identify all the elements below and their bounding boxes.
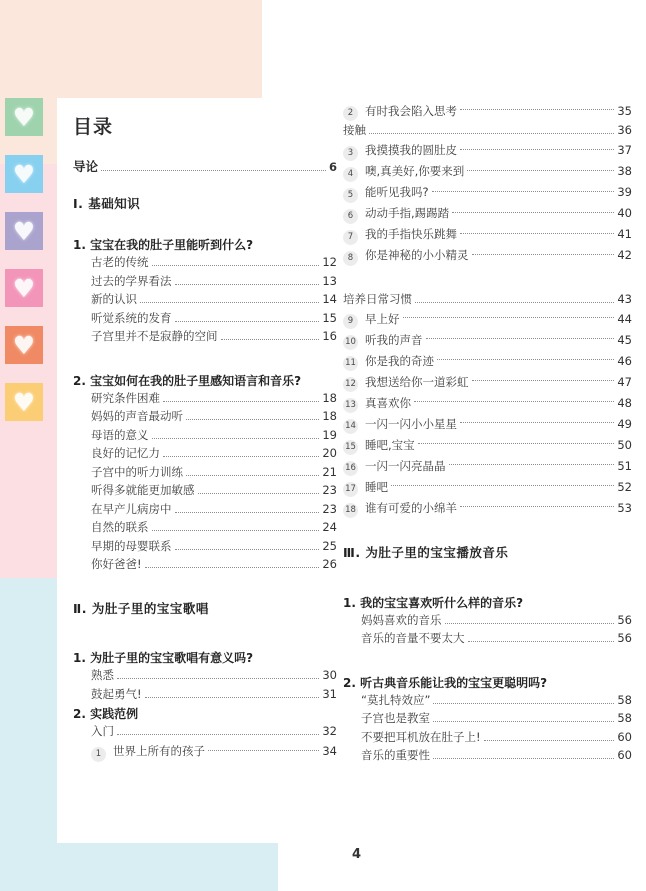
- toc-entry-label: 入门: [91, 724, 114, 738]
- toc-page-number: 25: [322, 538, 337, 553]
- dot-leader: [484, 740, 615, 741]
- dot-leader: [452, 212, 614, 213]
- dot-leader: [391, 485, 614, 486]
- toc-entry-label: Ⅲ. 为肚子里的宝宝播放音乐: [343, 545, 509, 560]
- toc-entry[interactable]: [361, 750, 632, 763]
- spacer: [337, 516, 632, 540]
- heart-green-tile: [5, 98, 43, 136]
- spacer: [67, 175, 337, 191]
- toc-page-number: 13: [322, 273, 337, 288]
- toc-entry[interactable]: [343, 207, 632, 222]
- toc-item-number-badge: 5: [343, 188, 358, 203]
- dot-leader: [460, 506, 614, 507]
- toc-item-number-badge: 16: [343, 461, 358, 476]
- spacer: [337, 646, 632, 670]
- toc-item-number-badge: 6: [343, 209, 358, 224]
- toc-page-number: 12: [322, 255, 337, 269]
- toc-entry-label: 2. 听古典音乐能让我的宝宝更聪明吗?: [343, 675, 548, 690]
- toc-page-number: 56: [617, 612, 632, 627]
- dot-leader: [175, 512, 320, 513]
- toc-entry[interactable]: [343, 186, 632, 201]
- dot-leader: [163, 456, 319, 457]
- toc-page-number: 43: [617, 291, 632, 306]
- toc-page-number: 14: [322, 292, 337, 306]
- toc-entry[interactable]: [91, 464, 337, 480]
- toc-entry-label: 妈妈的声音最动听: [91, 409, 183, 423]
- spacer: [337, 566, 632, 590]
- toc-item-number-badge: 4: [343, 167, 358, 182]
- toc-page-number: 53: [617, 500, 632, 515]
- heart-orange-tile: [5, 326, 43, 364]
- dot-leader: [163, 401, 319, 402]
- toc-entry[interactable]: [91, 485, 337, 498]
- toc-page-number: 42: [617, 248, 632, 263]
- dot-leader: [433, 703, 614, 704]
- toc-item-number-badge: 2: [343, 106, 358, 121]
- toc-page-number: 60: [617, 729, 632, 744]
- toc-page-number: 46: [617, 353, 632, 368]
- toc-entry-label: 一闪一闪小小星星: [365, 416, 457, 431]
- dot-leader: [445, 623, 615, 624]
- toc-entry[interactable]: [91, 501, 337, 517]
- heart-blue-tile: [5, 155, 43, 193]
- toc-entry-label: 有时我会陷入思考: [365, 103, 457, 118]
- dot-leader: [467, 170, 614, 171]
- toc-item-number-badge: 1: [91, 747, 106, 762]
- toc-section-heading[interactable]: [73, 195, 337, 211]
- toc-entry[interactable]: [91, 726, 337, 739]
- toc-entry[interactable]: [343, 291, 632, 307]
- toc-entry-label: 我的手指快乐跳舞: [365, 227, 457, 242]
- toc-page-number: 60: [617, 748, 632, 762]
- toc-entry-label: 听得多就能更加敏感: [91, 483, 195, 497]
- toc-section-heading[interactable]: [343, 547, 632, 560]
- toc-entry-label: 新的认识: [91, 292, 137, 306]
- heart-icon: ♥: [12, 102, 36, 132]
- toc-entry[interactable]: [343, 125, 632, 138]
- dot-leader: [472, 254, 615, 255]
- toc-item-number-badge: 3: [343, 146, 358, 161]
- toc-entry-label: 不要把耳机放在肚子上!: [361, 729, 481, 744]
- toc-entry-label: 2. 宝宝如何在我的肚子里感知语言和音乐?: [73, 373, 302, 388]
- toc-item-number-badge: 8: [343, 251, 358, 266]
- toc-entry[interactable]: [91, 538, 337, 554]
- toc-entry[interactable]: [343, 333, 632, 348]
- toc-page-number: 6: [328, 160, 337, 174]
- dot-leader: [460, 149, 614, 150]
- toc-page-number: 48: [617, 395, 632, 410]
- toc-entry-label: 1. 为肚子里的宝宝歌唱有意义吗?: [73, 651, 254, 665]
- toc-entry[interactable]: [343, 438, 632, 453]
- toc-entry[interactable]: [73, 161, 337, 175]
- toc-page-number: 19: [322, 427, 337, 442]
- dot-leader: [117, 734, 319, 735]
- toc-entry-label: 1. 宝宝在我的肚子里能听到什么?: [73, 238, 254, 252]
- dot-leader: [414, 401, 614, 402]
- toc-page-number: 35: [617, 103, 632, 118]
- heart-yellow-tile: [5, 383, 43, 421]
- heart-pink-tile: [5, 269, 43, 307]
- toc-entry-label: 母语的意义: [91, 427, 149, 442]
- dot-leader: [415, 302, 614, 303]
- toc-entry-label: 接触: [343, 123, 366, 137]
- toc-page-number: 15: [322, 310, 337, 325]
- toc-entry-label: 2. 实践范例: [73, 707, 139, 721]
- toc-section-heading[interactable]: [73, 652, 337, 664]
- dot-leader: [152, 530, 320, 531]
- dot-leader: [460, 109, 614, 110]
- toc-item-number-badge: 17: [343, 482, 358, 497]
- toc-entry[interactable]: [91, 670, 337, 683]
- toc-page-number: 16: [322, 329, 337, 343]
- toc-section-heading[interactable]: [343, 597, 632, 609]
- heart-icon: ♥: [12, 216, 36, 246]
- toc-entry-label: 在早产儿病房中: [91, 501, 172, 516]
- dot-leader: [145, 567, 320, 568]
- toc-entry-label: Ⅰ. 基础知识: [73, 195, 141, 211]
- toc-entry[interactable]: [91, 411, 337, 424]
- toc-section-heading[interactable]: [343, 677, 632, 689]
- toc-page-number: 26: [322, 557, 337, 571]
- heart-icon: ♥: [12, 387, 36, 417]
- dot-leader: [433, 758, 614, 759]
- toc-entry-label: 妈妈喜欢的音乐: [361, 612, 442, 627]
- heart-icon: ♥: [12, 330, 36, 360]
- toc-entry-label: 听觉系统的发育: [91, 310, 172, 325]
- toc-page-number: 32: [322, 724, 337, 738]
- toc-entry[interactable]: [343, 249, 632, 264]
- dot-leader: [221, 339, 320, 340]
- toc-item-number-badge: 9: [343, 314, 358, 329]
- dot-leader: [152, 265, 320, 266]
- toc-entry-label: 自然的联系: [91, 520, 149, 534]
- toc-entry[interactable]: [343, 396, 632, 411]
- toc-page-number: 31: [322, 686, 337, 701]
- dot-leader: [433, 721, 614, 722]
- dot-leader: [460, 422, 614, 423]
- toc-entry[interactable]: [343, 165, 632, 180]
- toc-entry-label: 早上好: [365, 311, 400, 326]
- toc-entry[interactable]: [343, 417, 632, 432]
- toc-page-number: 47: [617, 374, 632, 389]
- spacer: [67, 344, 337, 368]
- dot-leader: [117, 678, 319, 679]
- background-band-bottom: [0, 843, 278, 891]
- toc-page-number: 40: [617, 206, 632, 221]
- toc-entry-label: 音乐的音量不要太大: [361, 631, 465, 645]
- dot-leader: [418, 443, 615, 444]
- toc-entry[interactable]: [91, 448, 337, 461]
- toc-page-number: 58: [617, 711, 632, 725]
- toc-entry-label: 谁有可爱的小绵羊: [365, 500, 457, 515]
- toc-entry-label: 睡吧: [365, 479, 388, 494]
- toc-entry-label: “莫扎特效应”: [361, 692, 431, 707]
- dot-leader: [175, 321, 320, 322]
- dot-leader: [140, 302, 319, 303]
- toc-entry-label: 过去的学界看法: [91, 273, 172, 288]
- page-title: 目录: [73, 116, 114, 138]
- toc-entry[interactable]: [343, 104, 632, 119]
- background-band-top: [0, 0, 262, 98]
- toc-entry[interactable]: [91, 686, 337, 702]
- toc-item-number-badge: 13: [343, 398, 358, 413]
- toc-entry-label: Ⅱ. 为肚子里的宝宝歌唱: [73, 600, 209, 616]
- toc-entry-label: 世界上所有的孩子: [113, 744, 205, 759]
- dot-leader: [198, 493, 320, 494]
- dot-leader: [403, 317, 615, 318]
- dot-leader: [426, 338, 615, 339]
- toc-page-number: 52: [617, 479, 632, 494]
- dot-leader: [145, 697, 320, 698]
- toc-page-number: 18: [322, 409, 337, 423]
- page-number: 4: [352, 847, 362, 862]
- toc-entry[interactable]: [343, 459, 632, 474]
- toc-entry[interactable]: [343, 375, 632, 390]
- toc-entry-label: 子宫里并不是寂静的空间: [91, 329, 218, 343]
- toc-page-number: 45: [617, 332, 632, 347]
- toc-page-number: 34: [322, 744, 337, 759]
- toc-entry-label: 睡吧,宝宝: [365, 437, 415, 452]
- spacer: [337, 264, 632, 288]
- toc-entry-label: 你好爸爸!: [91, 557, 142, 571]
- toc-page-number: 20: [322, 446, 337, 460]
- toc-page-number: 24: [322, 520, 337, 534]
- toc-page-number: 36: [617, 123, 632, 137]
- dot-leader: [432, 191, 615, 192]
- toc-entry[interactable]: [343, 312, 632, 327]
- heart-icon: ♥: [12, 159, 36, 189]
- toc-entry-label: 子宫也是教室: [361, 711, 430, 725]
- toc-item-number-badge: 18: [343, 503, 358, 518]
- toc-section-heading[interactable]: [73, 600, 337, 616]
- toc-entry[interactable]: [91, 310, 337, 326]
- toc-item-number-badge: 14: [343, 419, 358, 434]
- toc-entry[interactable]: [361, 612, 632, 628]
- toc-page-number: 21: [322, 464, 337, 479]
- toc-page-number: 39: [617, 185, 632, 200]
- spacer: [67, 216, 337, 232]
- toc-item-number-badge: 10: [343, 335, 358, 350]
- toc-entry[interactable]: [343, 480, 632, 495]
- toc-page-number: 41: [617, 227, 632, 242]
- page-content-card: [57, 98, 646, 840]
- toc-entry-label: 听我的声音: [365, 332, 423, 347]
- toc-entry-label: 音乐的重要性: [361, 748, 430, 762]
- spacer: [67, 621, 337, 645]
- toc-entry[interactable]: [343, 501, 632, 516]
- toc-entry[interactable]: [91, 273, 337, 289]
- dot-leader: [175, 549, 320, 550]
- spacer: [67, 572, 337, 596]
- toc-page-number: 49: [617, 416, 632, 431]
- toc-page-number: 56: [617, 631, 632, 645]
- toc-entry[interactable]: [91, 390, 337, 406]
- dot-leader: [460, 233, 614, 234]
- dot-leader: [208, 750, 319, 751]
- toc-entry[interactable]: [91, 294, 337, 307]
- toc-entry-label: 动动手指,踢踢踏: [365, 206, 450, 221]
- toc-entry[interactable]: [91, 331, 337, 344]
- toc-page-number: 30: [322, 668, 337, 682]
- toc-entry[interactable]: [91, 427, 337, 443]
- toc-entry-label: 研究条件困难: [91, 390, 160, 405]
- toc-entry-label: 培养日常习惯: [343, 291, 412, 306]
- dot-leader: [175, 284, 320, 285]
- dot-leader: [152, 438, 320, 439]
- toc-entry-label: 子宫中的听力训练: [91, 464, 183, 479]
- toc-entry[interactable]: [361, 633, 632, 646]
- toc-item-number-badge: 12: [343, 377, 358, 392]
- toc-entry-label: 导论: [73, 159, 99, 174]
- toc-page-number: 51: [617, 458, 632, 473]
- toc-page-number: 44: [617, 311, 632, 326]
- toc-entry-label: 鼓起勇气!: [91, 686, 142, 701]
- toc-entry-label: 我摸摸我的圆肚皮: [365, 143, 457, 158]
- dot-leader: [186, 419, 319, 420]
- toc-page-number: 18: [322, 390, 337, 405]
- toc-entry[interactable]: [343, 354, 632, 369]
- toc-entry-label: 真喜欢你: [365, 395, 411, 410]
- toc-page-number: 37: [617, 143, 632, 158]
- toc-entry-label: 1. 我的宝宝喜欢听什么样的音乐?: [343, 595, 524, 610]
- toc-entry-label: 噢,真美好,你要来到: [365, 164, 465, 179]
- toc-entry-label: 我想送给你一道彩虹: [365, 374, 469, 389]
- dot-leader: [468, 641, 615, 642]
- toc-page-number: 50: [617, 437, 632, 452]
- toc-page-number: 23: [322, 483, 337, 497]
- toc-entry[interactable]: [361, 729, 632, 745]
- toc-entry[interactable]: [91, 522, 337, 535]
- toc-page-number: 38: [617, 164, 632, 179]
- toc-entry-label: 你是神秘的小小精灵: [365, 248, 469, 263]
- dot-leader: [472, 380, 615, 381]
- spacer: [67, 139, 337, 155]
- toc-entry[interactable]: [91, 257, 337, 270]
- toc-entry[interactable]: [343, 144, 632, 159]
- toc-entry[interactable]: [91, 745, 337, 760]
- toc-section-heading[interactable]: [73, 708, 337, 720]
- dot-leader: [101, 170, 326, 171]
- toc-item-number-badge: 11: [343, 356, 358, 371]
- background-band-blue: [0, 578, 57, 843]
- toc-column-right: [337, 98, 632, 763]
- toc-item-number-badge: 15: [343, 440, 358, 455]
- toc-entry-label: 良好的记忆力: [91, 446, 160, 460]
- toc-entry-label: 一闪一闪亮晶晶: [365, 458, 446, 473]
- toc-entry[interactable]: [91, 559, 337, 572]
- toc-entry[interactable]: [343, 228, 632, 243]
- toc-entry[interactable]: [361, 713, 632, 726]
- toc-entry[interactable]: [361, 692, 632, 708]
- toc-item-number-badge: 7: [343, 230, 358, 245]
- toc-page-number: 23: [322, 501, 337, 516]
- dot-leader: [186, 475, 319, 476]
- dot-leader: [449, 464, 615, 465]
- toc-column-left: [67, 98, 337, 760]
- heart-icon: ♥: [12, 273, 36, 303]
- toc-entry-label: 古老的传统: [91, 255, 149, 269]
- dot-leader: [369, 133, 614, 134]
- toc-page-number: 58: [617, 692, 632, 707]
- toc-section-heading[interactable]: [73, 239, 337, 251]
- dot-leader: [437, 359, 614, 360]
- toc-entry-label: 熟悉: [91, 668, 114, 682]
- toc-entry-label: 能听见我吗?: [365, 185, 429, 200]
- heart-purple-tile: [5, 212, 43, 250]
- toc-entry-label: 早期的母婴联系: [91, 538, 172, 553]
- toc-section-heading[interactable]: [73, 375, 337, 387]
- toc-entry-label: 你是我的奇迹: [365, 353, 434, 368]
